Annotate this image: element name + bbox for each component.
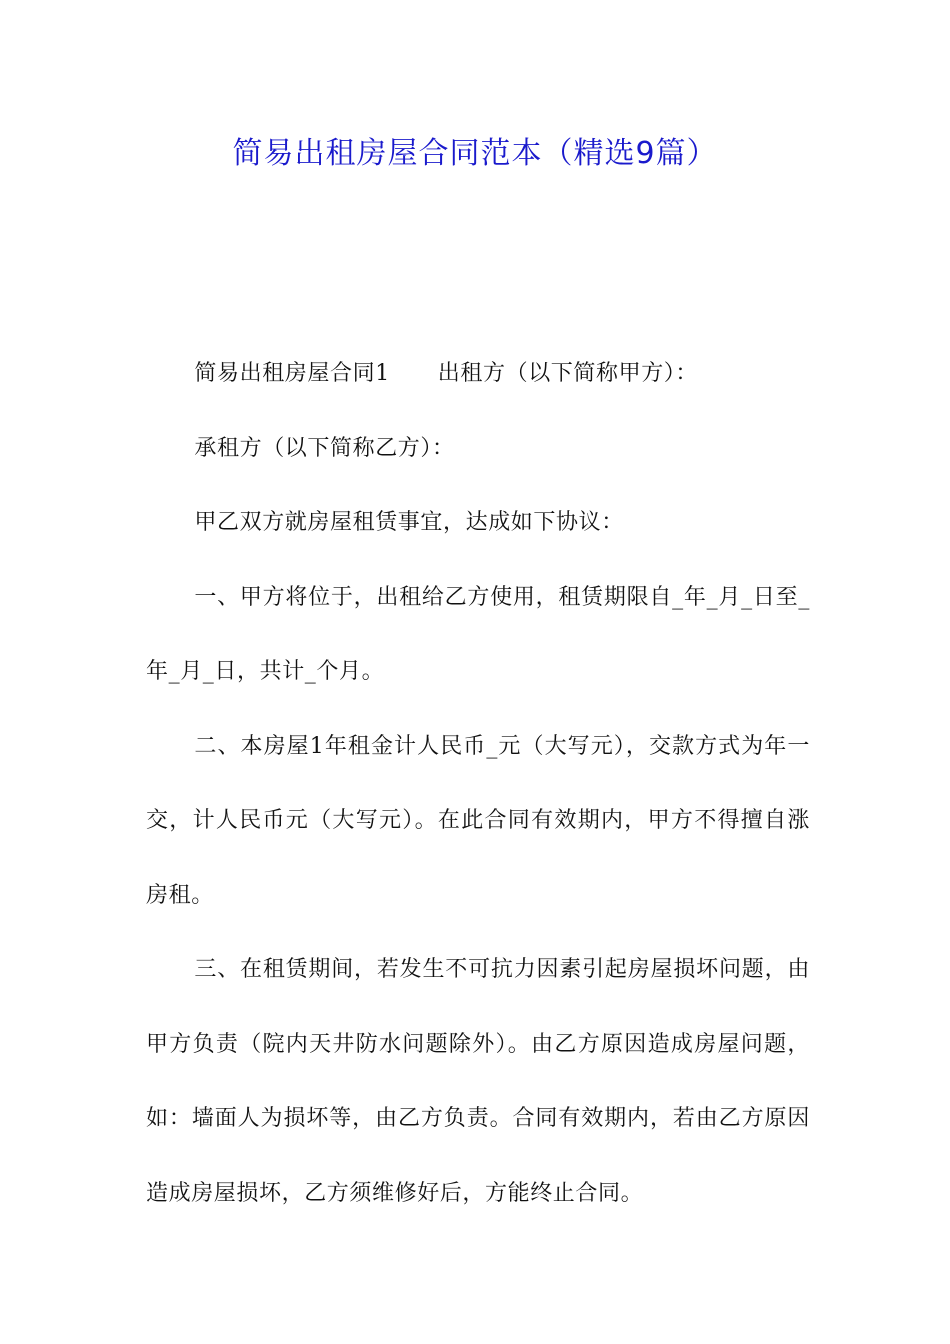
contract-number-label: 简易出租房屋合同1 xyxy=(194,361,390,386)
paragraph-5: 二、本房屋1年租金计人民币_元（大写元），交款方式为年一交，计人民币元（大写元）。在此合同有效期内，甲方不得擅自涨房租。 xyxy=(146,733,810,908)
paragraph-6: 三、在租赁期间，若发生不可抗力因素引起房屋损坏问题，由甲方负责（院内天井防水问题除外）。由乙方原因造成房屋问题，如：墙面人为损坏等，由乙方负责。合同有效期内，若由乙方原因造成房屋损坏，乙方须维修好后，方能终止合同。 xyxy=(146,957,810,1206)
paragraph-2: 承租方（以下简称乙方）： xyxy=(194,435,455,461)
paragraph-1 xyxy=(146,337,810,412)
paragraph-3: 甲乙双方就房屋租赁事宜，达成如下协议： xyxy=(194,510,624,535)
paragraph-4: 一、甲方将位于，出租给乙方使用，租赁期限自_年_月_日至_年_月_日，共计_个月。 xyxy=(146,584,810,684)
lessor-label: 出租方（以下简称甲方）： xyxy=(437,361,698,386)
document-title: 简易出租房屋合同范本（精选9篇） xyxy=(232,136,718,171)
document-body xyxy=(146,337,810,1231)
